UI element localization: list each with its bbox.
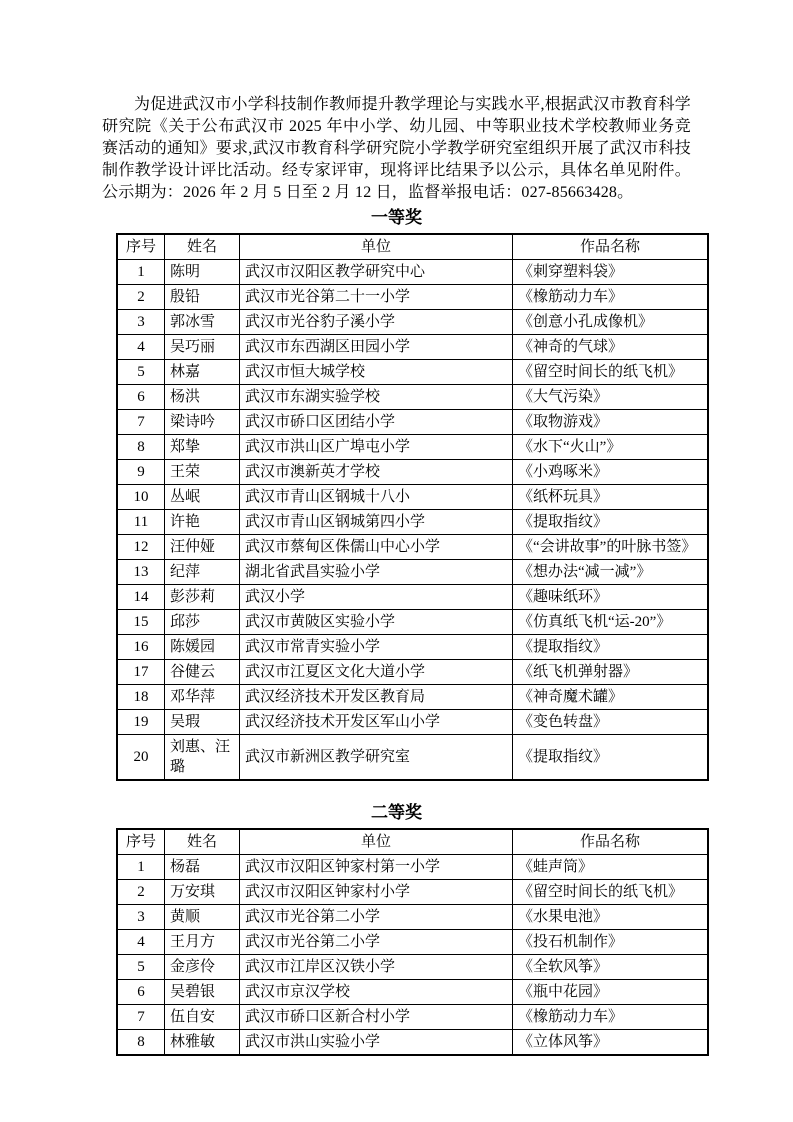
serial-cell: 19: [117, 710, 165, 735]
table-row: [117, 310, 708, 335]
unit-cell: 武汉市青山区钢城第四小学: [240, 510, 513, 535]
unit-cell: 武汉市硚口区新合村小学: [240, 1005, 513, 1030]
unit-cell: 武汉市黄陂区实验小学: [240, 610, 513, 635]
table-row: [117, 955, 708, 980]
work-title-cell: 《神奇魔术罐》: [513, 685, 709, 710]
table-row: [117, 855, 708, 880]
work-title-cell: 《仿真纸飞机“运-20”》: [513, 610, 709, 635]
serial-cell: 6: [117, 385, 165, 410]
serial-cell: 8: [117, 435, 165, 460]
name-cell: 王荣: [165, 460, 240, 485]
name-cell: 林雅敏: [165, 1030, 240, 1056]
work-title-cell: 《变色转盘》: [513, 710, 709, 735]
serial-cell: 12: [117, 535, 165, 560]
table-row: [117, 435, 708, 460]
unit-cell: 武汉市澳新英才学校: [240, 460, 513, 485]
table-row: [117, 1005, 708, 1030]
table-row: [117, 610, 708, 635]
name-cell: 丛岷: [165, 485, 240, 510]
work-title-cell: 《橡筋动力车》: [513, 285, 709, 310]
serial-cell: 16: [117, 635, 165, 660]
serial-cell: 2: [117, 285, 165, 310]
award-section: [102, 208, 697, 781]
name-cell: 伍自安: [165, 1005, 240, 1030]
unit-cell: 武汉市东湖实验学校: [240, 385, 513, 410]
name-cell: 殷铅: [165, 285, 240, 310]
work-title-cell: 《小鸡啄米》: [513, 460, 709, 485]
serial-cell: 15: [117, 610, 165, 635]
work-title-cell: 《全软风筝》: [513, 955, 709, 980]
table-row: [117, 385, 708, 410]
unit-cell: 武汉经济技术开发区教育局: [240, 685, 513, 710]
work-title-cell: 《瓶中花园》: [513, 980, 709, 1005]
serial-cell: 4: [117, 335, 165, 360]
serial-cell: 3: [117, 310, 165, 335]
serial-cell: 5: [117, 955, 165, 980]
serial-cell: 2: [117, 880, 165, 905]
work-title-cell: 《提取指纹》: [513, 635, 709, 660]
name-cell: 陈媛园: [165, 635, 240, 660]
award-table-header: [117, 829, 708, 855]
table-row: [117, 880, 708, 905]
award-section-title: 一等奖: [371, 208, 422, 227]
work-title-cell: 《纸杯玩具》: [513, 485, 709, 510]
work-title-cell: 《趣味纸环》: [513, 585, 709, 610]
serial-cell: 13: [117, 560, 165, 585]
serial-cell: 14: [117, 585, 165, 610]
table-row: [117, 980, 708, 1005]
column-header: 姓名: [165, 829, 240, 855]
column-header: 作品名称: [513, 234, 709, 260]
name-cell: 林嘉: [165, 360, 240, 385]
unit-cell: 武汉市洪山实验小学: [240, 1030, 513, 1056]
award-table: [116, 233, 709, 781]
award-table-body: [117, 260, 708, 781]
serial-cell: 20: [117, 735, 165, 781]
unit-cell: 武汉市硚口区团结小学: [240, 410, 513, 435]
name-cell: 吴巧丽: [165, 335, 240, 360]
name-cell: 王月方: [165, 930, 240, 955]
serial-cell: 10: [117, 485, 165, 510]
column-header: 作品名称: [513, 829, 709, 855]
work-title-cell: 《留空时间长的纸飞机》: [513, 880, 709, 905]
award-section: [102, 803, 691, 1056]
unit-cell: 武汉市江夏区文化大道小学: [240, 660, 513, 685]
unit-cell: 武汉市恒大城学校: [240, 360, 513, 385]
name-cell: 黄顺: [165, 905, 240, 930]
unit-cell: 武汉市新洲区教学研究室: [240, 735, 513, 781]
column-header: 单位: [240, 234, 513, 260]
name-cell: 许艳: [165, 510, 240, 535]
column-header: 姓名: [165, 234, 240, 260]
work-title-cell: 《提取指纹》: [513, 510, 709, 535]
unit-cell: 武汉市光谷第二十一小学: [240, 285, 513, 310]
table-row: [117, 460, 708, 485]
serial-cell: 7: [117, 410, 165, 435]
work-title-cell: 《水下“火山”》: [513, 435, 709, 460]
name-cell: 纪萍: [165, 560, 240, 585]
work-title-cell: 《大气污染》: [513, 385, 709, 410]
work-title-cell: 《纸飞机弹射器》: [513, 660, 709, 685]
table-row: [117, 285, 708, 310]
name-cell: 吴碧银: [165, 980, 240, 1005]
work-title-cell: 《取物游戏》: [513, 410, 709, 435]
work-title-cell: 《提取指纹》: [513, 735, 709, 781]
work-title-cell: 《神奇的气球》: [513, 335, 709, 360]
table-row: [117, 905, 708, 930]
unit-cell: 武汉市光谷豹子溪小学: [240, 310, 513, 335]
table-row: [117, 560, 708, 585]
unit-cell: 湖北省武昌实验小学: [240, 560, 513, 585]
header-row: [117, 234, 708, 260]
name-cell: 彭莎莉: [165, 585, 240, 610]
unit-cell: 武汉市光谷第二小学: [240, 930, 513, 955]
unit-cell: 武汉市汉阳区教学研究中心: [240, 260, 513, 285]
serial-cell: 7: [117, 1005, 165, 1030]
serial-cell: 1: [117, 855, 165, 880]
table-row: [117, 535, 708, 560]
header-row: [117, 829, 708, 855]
table-row: [117, 585, 708, 610]
unit-cell: 武汉经济技术开发区军山小学: [240, 710, 513, 735]
unit-cell: 武汉市常青实验小学: [240, 635, 513, 660]
name-cell: 万安琪: [165, 880, 240, 905]
name-cell: 刘惠、汪璐: [165, 735, 240, 781]
serial-cell: 4: [117, 930, 165, 955]
award-table: [116, 828, 709, 1056]
name-cell: 吴瑕: [165, 710, 240, 735]
serial-cell: 1: [117, 260, 165, 285]
name-cell: 郭冰雪: [165, 310, 240, 335]
work-title-cell: 《蛙声筒》: [513, 855, 709, 880]
serial-cell: 17: [117, 660, 165, 685]
table-row: [117, 660, 708, 685]
intro-paragraph: 为促进武汉市小学科技制作教师提升教学理论与实践水平,根据武汉市教育科学研究院《关于公布武汉市 2025 年中小学、幼儿园、中等职业技术学校教师业务竞赛活动的通知》要求,武汉市教育科学研究院小学教学研究室组织开展了武汉市科技制作教学设计评比活动。经专家评审，现将评比结果予以公示，具体名单见附件。 公示期为：2026 年 2 月 5 日至 2 月 12 日，监督举报电话：027-85663428。: [102, 96, 691, 201]
table-row: [117, 485, 708, 510]
name-cell: 郑挚: [165, 435, 240, 460]
name-cell: 陈明: [165, 260, 240, 285]
table-row: [117, 735, 708, 781]
serial-cell: 8: [117, 1030, 165, 1056]
work-title-cell: 《橡筋动力车》: [513, 1005, 709, 1030]
work-title-cell: 《投石机制作》: [513, 930, 709, 955]
name-cell: 邱莎: [165, 610, 240, 635]
unit-cell: 武汉市洪山区广埠屯小学: [240, 435, 513, 460]
unit-cell: 武汉市江岸区汉铁小学: [240, 955, 513, 980]
table-row: [117, 685, 708, 710]
serial-cell: 18: [117, 685, 165, 710]
name-cell: 梁诗吟: [165, 410, 240, 435]
name-cell: 谷健云: [165, 660, 240, 685]
work-title-cell: 《创意小孔成像机》: [513, 310, 709, 335]
unit-cell: 武汉市蔡甸区侏儒山中心小学: [240, 535, 513, 560]
serial-cell: 6: [117, 980, 165, 1005]
work-title-cell: 《刺穿塑料袋》: [513, 260, 709, 285]
name-cell: 汪仲娅: [165, 535, 240, 560]
column-header: 序号: [117, 829, 165, 855]
unit-cell: 武汉市汉阳区钟家村第一小学: [240, 855, 513, 880]
award-section-title: 二等奖: [371, 803, 422, 822]
name-cell: 邓华萍: [165, 685, 240, 710]
serial-cell: 3: [117, 905, 165, 930]
unit-cell: 武汉市青山区钢城十八小: [240, 485, 513, 510]
work-title-cell: 《想办法“减一减”》: [513, 560, 709, 585]
table-row: [117, 410, 708, 435]
work-title-cell: 《“会讲故事”的叶脉书签》: [513, 535, 709, 560]
table-row: [117, 335, 708, 360]
award-table-body: [117, 855, 708, 1056]
name-cell: 杨磊: [165, 855, 240, 880]
table-row: [117, 930, 708, 955]
column-header: 单位: [240, 829, 513, 855]
name-cell: 杨洪: [165, 385, 240, 410]
work-title-cell: 《水果电池》: [513, 905, 709, 930]
table-row: [117, 360, 708, 385]
award-table-header: [117, 234, 708, 260]
work-title-cell: 《留空时间长的纸飞机》: [513, 360, 709, 385]
award-sections: [102, 208, 697, 1056]
column-header: 序号: [117, 234, 165, 260]
table-row: [117, 510, 708, 535]
table-row: [117, 1030, 708, 1056]
unit-cell: 武汉市光谷第二小学: [240, 905, 513, 930]
unit-cell: 武汉小学: [240, 585, 513, 610]
unit-cell: 武汉市京汉学校: [240, 980, 513, 1005]
table-row: [117, 710, 708, 735]
work-title-cell: 《立体风筝》: [513, 1030, 709, 1056]
table-row: [117, 635, 708, 660]
serial-cell: 11: [117, 510, 165, 535]
table-row: [117, 260, 708, 285]
unit-cell: 武汉市东西湖区田园小学: [240, 335, 513, 360]
serial-cell: 9: [117, 460, 165, 485]
serial-cell: 5: [117, 360, 165, 385]
unit-cell: 武汉市汉阳区钟家村小学: [240, 880, 513, 905]
name-cell: 金彦伶: [165, 955, 240, 980]
